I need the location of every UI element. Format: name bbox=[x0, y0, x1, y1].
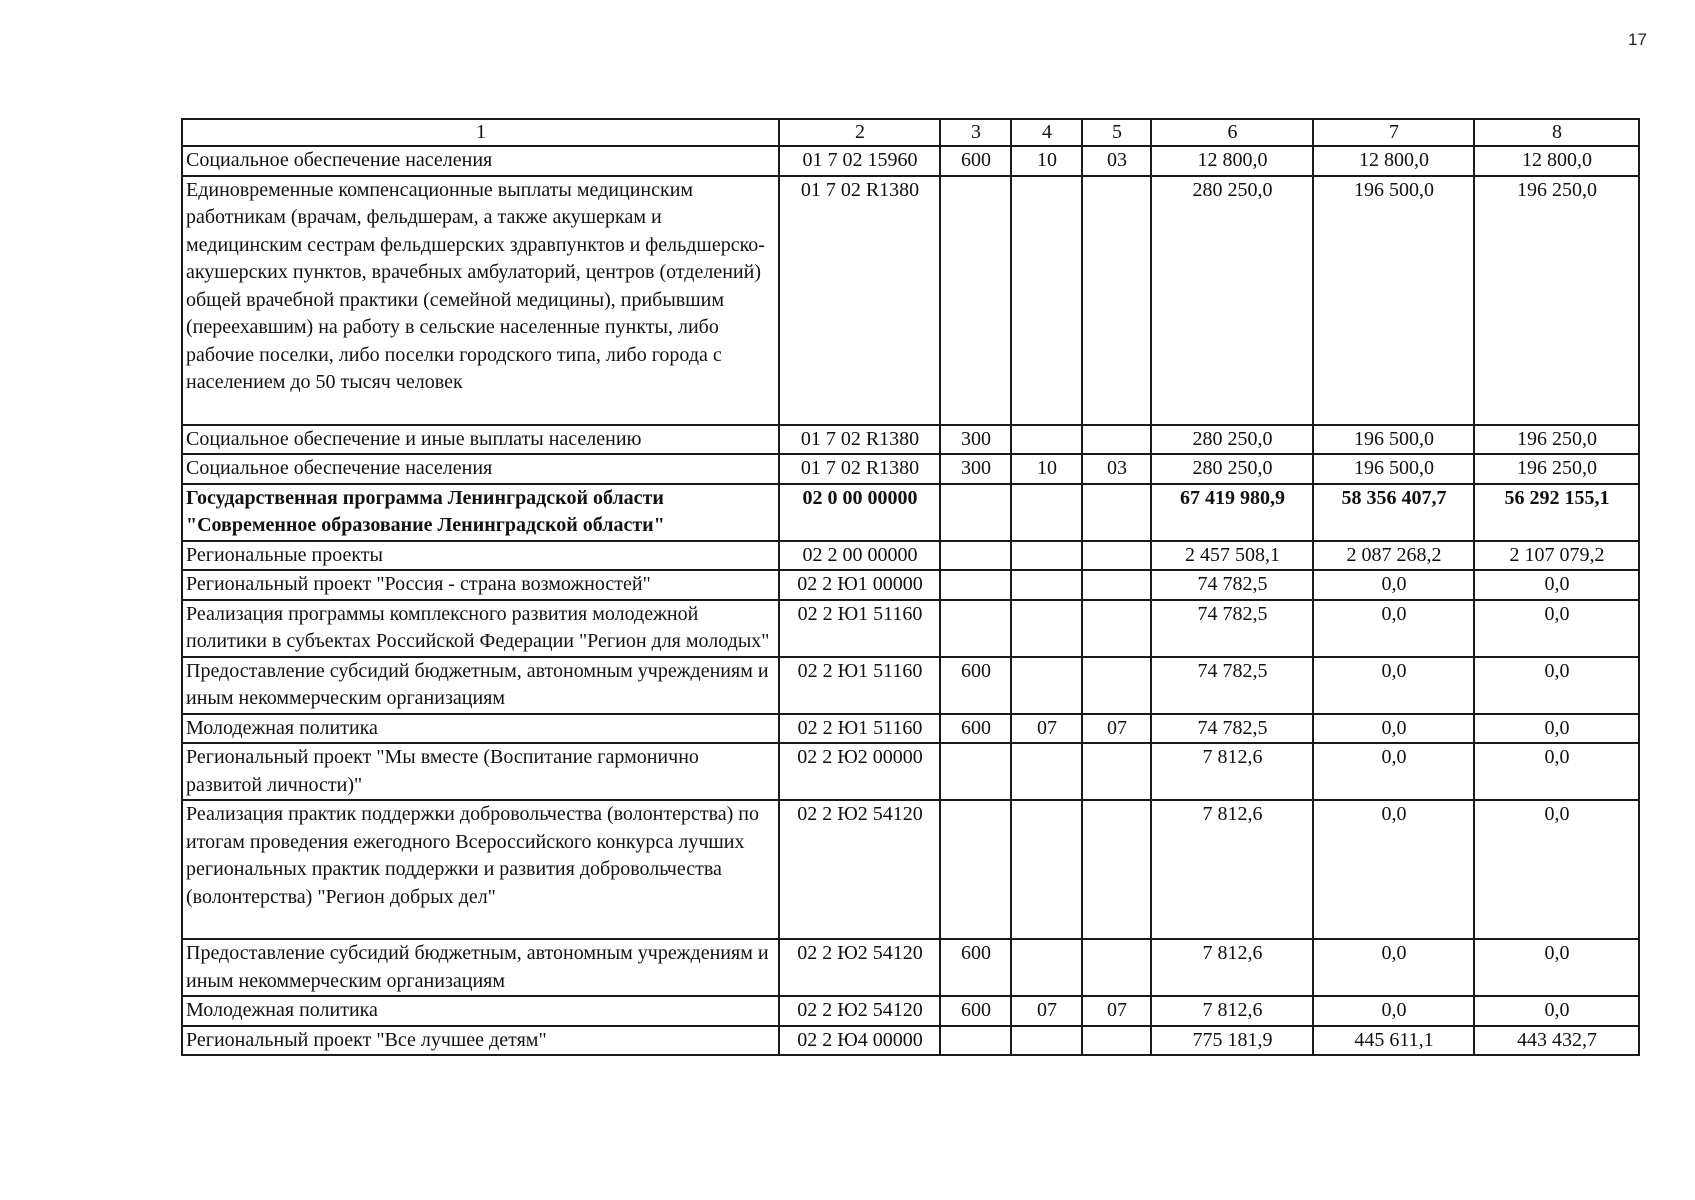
amount-year-3: 2 107 079,2 bbox=[1474, 541, 1639, 571]
section-code: 10 bbox=[1011, 454, 1082, 484]
target-article-code: 02 2 Ю2 54120 bbox=[779, 800, 940, 939]
expense-type: 600 bbox=[940, 657, 1011, 714]
target-article-code: 02 2 00 00000 bbox=[779, 541, 940, 571]
header-col-7: 7 bbox=[1313, 119, 1474, 146]
row-name: Предоставление субсидий бюджетным, автономным учреждениям и иным некоммерческим организациям bbox=[182, 939, 779, 996]
expense-type bbox=[940, 600, 1011, 657]
amount-year-1: 12 800,0 bbox=[1151, 146, 1313, 176]
amount-year-1: 7 812,6 bbox=[1151, 996, 1313, 1026]
table-row bbox=[182, 176, 1639, 425]
subsection-code: 03 bbox=[1082, 454, 1151, 484]
expense-type: 600 bbox=[940, 714, 1011, 744]
target-article-code: 02 2 Ю4 00000 bbox=[779, 1026, 940, 1056]
amount-year-2: 196 500,0 bbox=[1313, 425, 1474, 455]
subsection-code bbox=[1082, 800, 1151, 939]
subsection-code bbox=[1082, 570, 1151, 600]
amount-year-2: 0,0 bbox=[1313, 996, 1474, 1026]
expense-type bbox=[940, 484, 1011, 541]
expense-type: 300 bbox=[940, 425, 1011, 455]
table-row bbox=[182, 570, 1639, 600]
amount-year-1: 74 782,5 bbox=[1151, 714, 1313, 744]
amount-year-3: 0,0 bbox=[1474, 939, 1639, 996]
table-row bbox=[182, 1026, 1639, 1056]
amount-year-2: 0,0 bbox=[1313, 939, 1474, 996]
expense-type bbox=[940, 800, 1011, 939]
row-name: Единовременные компенсационные выплаты медицинским работникам (врачам, фельдшерам, а также акушеркам и медицинским сестрам фельдшерских здравпунктов и фельдшерско-акушерских пунктов, врачебных амбулаторий, центров (отделений) общей врачебной практики (семейной медицины), прибывшим (переехавшим) на работу в сельские населенные пункты, либо рабочие поселки, либо поселки городского типа, либо города с населением до 50 тысяч человек bbox=[182, 176, 779, 425]
section-code bbox=[1011, 1026, 1082, 1056]
row-name: Государственная программа Ленинградской области "Современное образование Ленинградской области" bbox=[182, 484, 779, 541]
amount-year-1: 74 782,5 bbox=[1151, 657, 1313, 714]
row-name: Предоставление субсидий бюджетным, автономным учреждениям и иным некоммерческим организациям bbox=[182, 657, 779, 714]
subsection-code: 07 bbox=[1082, 996, 1151, 1026]
target-article-code: 02 2 Ю1 51160 bbox=[779, 600, 940, 657]
column-number-header bbox=[182, 119, 1639, 146]
expense-type bbox=[940, 1026, 1011, 1056]
amount-year-3: 0,0 bbox=[1474, 714, 1639, 744]
amount-year-2: 0,0 bbox=[1313, 714, 1474, 744]
expense-type bbox=[940, 743, 1011, 800]
table-row bbox=[182, 939, 1639, 996]
section-code bbox=[1011, 541, 1082, 571]
header-col-3: 3 bbox=[940, 119, 1011, 146]
section-code bbox=[1011, 484, 1082, 541]
subsection-code bbox=[1082, 484, 1151, 541]
table-row bbox=[182, 146, 1639, 176]
expense-type: 300 bbox=[940, 454, 1011, 484]
section-code bbox=[1011, 743, 1082, 800]
subsection-code bbox=[1082, 743, 1151, 800]
section-code bbox=[1011, 939, 1082, 996]
amount-year-3: 12 800,0 bbox=[1474, 146, 1639, 176]
amount-year-3: 196 250,0 bbox=[1474, 176, 1639, 425]
amount-year-1: 2 457 508,1 bbox=[1151, 541, 1313, 571]
amount-year-2: 12 800,0 bbox=[1313, 146, 1474, 176]
row-name: Молодежная политика bbox=[182, 996, 779, 1026]
expense-type: 600 bbox=[940, 939, 1011, 996]
amount-year-3: 56 292 155,1 bbox=[1474, 484, 1639, 541]
expense-type: 600 bbox=[940, 146, 1011, 176]
target-article-code: 02 0 00 00000 bbox=[779, 484, 940, 541]
amount-year-1: 7 812,6 bbox=[1151, 800, 1313, 939]
amount-year-3: 0,0 bbox=[1474, 743, 1639, 800]
amount-year-1: 74 782,5 bbox=[1151, 600, 1313, 657]
section-code bbox=[1011, 600, 1082, 657]
amount-year-2: 0,0 bbox=[1313, 800, 1474, 939]
subsection-code bbox=[1082, 425, 1151, 455]
subsection-code: 03 bbox=[1082, 146, 1151, 176]
table-row bbox=[182, 484, 1639, 541]
budget-table bbox=[181, 118, 1640, 1056]
expense-type bbox=[940, 176, 1011, 425]
amount-year-3: 0,0 bbox=[1474, 600, 1639, 657]
table-row bbox=[182, 600, 1639, 657]
amount-year-2: 196 500,0 bbox=[1313, 454, 1474, 484]
target-article-code: 01 7 02 R1380 bbox=[779, 176, 940, 425]
row-name: Социальное обеспечение населения bbox=[182, 146, 779, 176]
section-code: 07 bbox=[1011, 996, 1082, 1026]
table-row bbox=[182, 800, 1639, 939]
row-name: Региональный проект "Россия - страна возможностей" bbox=[182, 570, 779, 600]
subsection-code bbox=[1082, 657, 1151, 714]
amount-year-3: 196 250,0 bbox=[1474, 454, 1639, 484]
target-article-code: 01 7 02 15960 bbox=[779, 146, 940, 176]
expense-type bbox=[940, 570, 1011, 600]
amount-year-1: 280 250,0 bbox=[1151, 425, 1313, 455]
target-article-code: 02 2 Ю1 00000 bbox=[779, 570, 940, 600]
table-row bbox=[182, 714, 1639, 744]
table-row bbox=[182, 425, 1639, 455]
page-number: 17 bbox=[1628, 30, 1647, 49]
amount-year-1: 280 250,0 bbox=[1151, 454, 1313, 484]
amount-year-2: 2 087 268,2 bbox=[1313, 541, 1474, 571]
section-code: 10 bbox=[1011, 146, 1082, 176]
section-code bbox=[1011, 425, 1082, 455]
target-article-code: 02 2 Ю2 54120 bbox=[779, 996, 940, 1026]
target-article-code: 02 2 Ю2 00000 bbox=[779, 743, 940, 800]
row-name: Социальное обеспечение и иные выплаты населению bbox=[182, 425, 779, 455]
amount-year-2: 196 500,0 bbox=[1313, 176, 1474, 425]
header-col-2: 2 bbox=[779, 119, 940, 146]
table-row bbox=[182, 743, 1639, 800]
section-code bbox=[1011, 657, 1082, 714]
subsection-code bbox=[1082, 541, 1151, 571]
amount-year-1: 74 782,5 bbox=[1151, 570, 1313, 600]
amount-year-3: 0,0 bbox=[1474, 570, 1639, 600]
row-name: Молодежная политика bbox=[182, 714, 779, 744]
amount-year-3: 0,0 bbox=[1474, 800, 1639, 939]
amount-year-2: 0,0 bbox=[1313, 657, 1474, 714]
row-name: Реализация программы комплексного развития молодежной политики в субъектах Российской Федерации "Регион для молодых" bbox=[182, 600, 779, 657]
amount-year-2: 0,0 bbox=[1313, 600, 1474, 657]
amount-year-3: 0,0 bbox=[1474, 657, 1639, 714]
amount-year-3: 0,0 bbox=[1474, 996, 1639, 1026]
amount-year-1: 67 419 980,9 bbox=[1151, 484, 1313, 541]
row-name: Реализация практик поддержки добровольчества (волонтерства) по итогам проведения ежегодного Всероссийского конкурса лучших региональных практик поддержки и развития добровольчества (волонтерства) "Регион добрых дел" bbox=[182, 800, 779, 939]
table-row bbox=[182, 454, 1639, 484]
amount-year-1: 280 250,0 bbox=[1151, 176, 1313, 425]
amount-year-3: 196 250,0 bbox=[1474, 425, 1639, 455]
expense-type bbox=[940, 541, 1011, 571]
target-article-code: 02 2 Ю1 51160 bbox=[779, 714, 940, 744]
header-col-5: 5 bbox=[1082, 119, 1151, 146]
header-col-6: 6 bbox=[1151, 119, 1313, 146]
expense-type: 600 bbox=[940, 996, 1011, 1026]
target-article-code: 02 2 Ю2 54120 bbox=[779, 939, 940, 996]
subsection-code bbox=[1082, 939, 1151, 996]
amount-year-2: 58 356 407,7 bbox=[1313, 484, 1474, 541]
table-row bbox=[182, 541, 1639, 571]
header-col-8: 8 bbox=[1474, 119, 1639, 146]
subsection-code bbox=[1082, 600, 1151, 657]
section-code bbox=[1011, 800, 1082, 939]
header-col-1: 1 bbox=[182, 119, 779, 146]
amount-year-2: 0,0 bbox=[1313, 743, 1474, 800]
amount-year-1: 775 181,9 bbox=[1151, 1026, 1313, 1056]
row-name: Региональные проекты bbox=[182, 541, 779, 571]
amount-year-2: 0,0 bbox=[1313, 570, 1474, 600]
table-row bbox=[182, 996, 1639, 1026]
row-name: Региональный проект "Все лучшее детям" bbox=[182, 1026, 779, 1056]
subsection-code bbox=[1082, 176, 1151, 425]
row-name: Социальное обеспечение населения bbox=[182, 454, 779, 484]
target-article-code: 01 7 02 R1380 bbox=[779, 454, 940, 484]
header-col-4: 4 bbox=[1011, 119, 1082, 146]
amount-year-3: 443 432,7 bbox=[1474, 1026, 1639, 1056]
target-article-code: 02 2 Ю1 51160 bbox=[779, 657, 940, 714]
table-row bbox=[182, 657, 1639, 714]
section-code bbox=[1011, 570, 1082, 600]
amount-year-2: 445 611,1 bbox=[1313, 1026, 1474, 1056]
row-name: Региональный проект "Мы вместе (Воспитание гармонично развитой личности)" bbox=[182, 743, 779, 800]
amount-year-1: 7 812,6 bbox=[1151, 939, 1313, 996]
target-article-code: 01 7 02 R1380 bbox=[779, 425, 940, 455]
section-code bbox=[1011, 176, 1082, 425]
amount-year-1: 7 812,6 bbox=[1151, 743, 1313, 800]
section-code: 07 bbox=[1011, 714, 1082, 744]
subsection-code: 07 bbox=[1082, 714, 1151, 744]
subsection-code bbox=[1082, 1026, 1151, 1056]
